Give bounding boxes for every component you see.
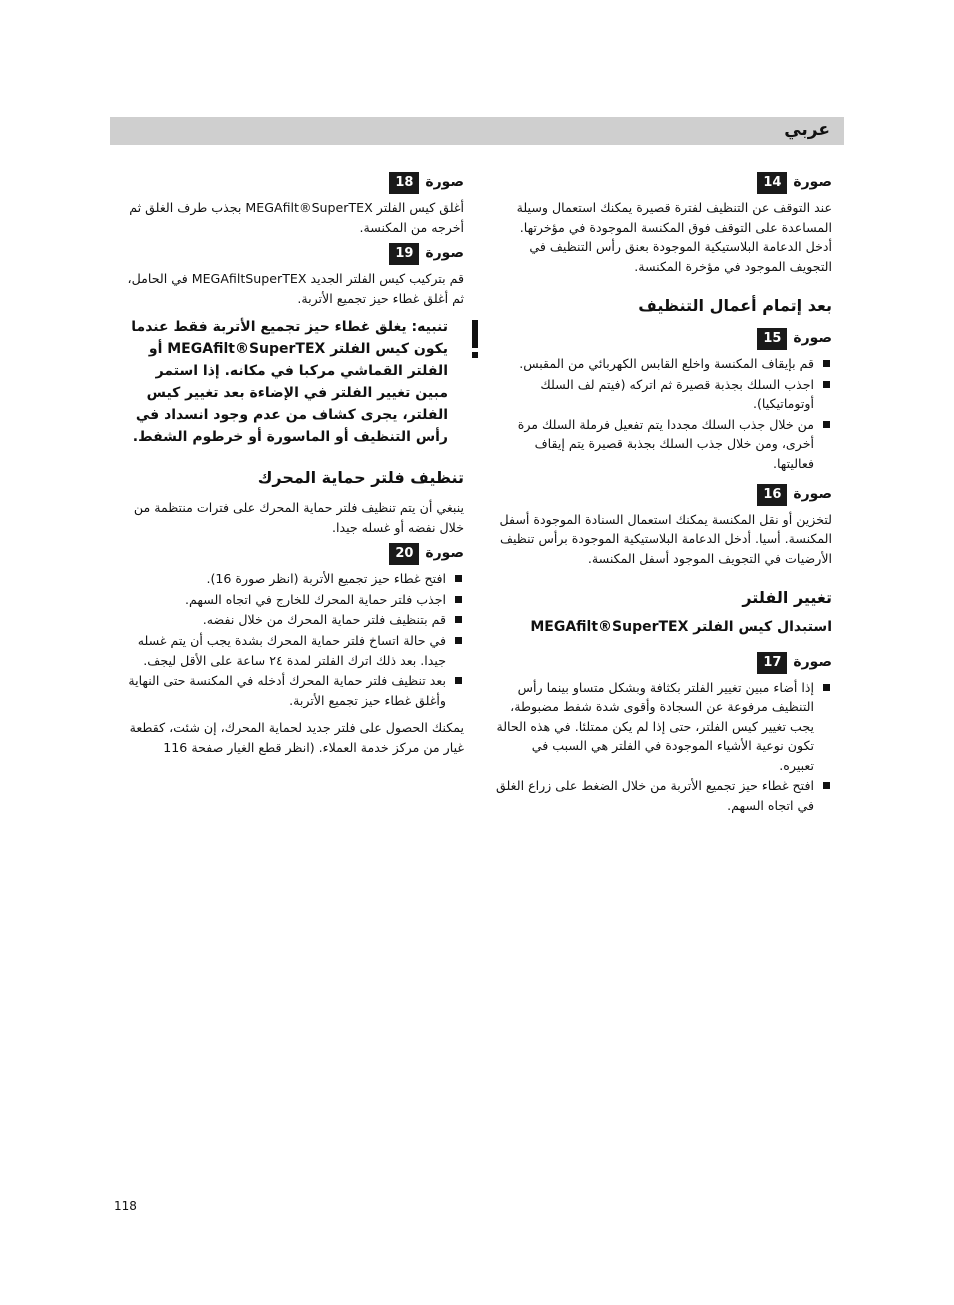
bullet-list-fig20 — [124, 569, 464, 710]
figure-label-18: صورة 18 — [124, 170, 464, 196]
figure-number-badge: 14 — [757, 172, 787, 194]
list-item: افتح غطاء حيز تجميع الأتربة من خلال الضغط على زراع الغلق في اتجاه السهم. — [496, 776, 832, 815]
figure-number-badge: 15 — [757, 328, 787, 350]
figure-label-14: صورة 14 — [496, 170, 832, 196]
list-item: بعد تنظيف فلتر حماية المحرك أدخله في المكنسة حتى النهاية وأغلق غطاء حيز تجميع الأتربة. — [124, 671, 464, 710]
figure-label-20: صورة 20 — [124, 541, 464, 567]
paragraph-motor-filter: ينبغي أن يتم تنظيف فلتر حماية المحرك على فترات منتظمة من خلال نفضه أو غسله جيدا. — [133, 499, 464, 535]
heading-change-filter: تغيير الفلتر — [742, 588, 832, 608]
list-item: في حالة اتساخ فلتر حماية المحرك بشدة يجب أن يتم غسله جيدا. بعد ذلك اترك الفلتر لمدة ٢٤ ساعة على الأقل ليجف. — [124, 631, 464, 670]
bullet-list-fig17 — [496, 678, 832, 816]
figure-number-badge: 17 — [757, 652, 787, 674]
figure-number-badge: 18 — [389, 172, 419, 194]
subheading-replace-bag: استبدال كيس الفلتر MEGAfilt®SuperTEX — [530, 618, 832, 635]
warning-block — [124, 316, 464, 448]
heading-after-cleaning: بعد إتمام أعمال التنظيف — [638, 296, 832, 316]
figure-label-15: صورة 15 — [496, 326, 832, 352]
right-column — [496, 168, 832, 824]
list-item: قم بتنظيف فلتر حماية المحرك من خلال نفضه. — [124, 610, 464, 630]
list-item: اجذب فلتر حماية المحرك للخارج في اتجاه السهم. — [124, 590, 464, 610]
figure-label-17: صورة 17 — [496, 650, 832, 676]
list-item: قم بإيقاف المكنسة واخلع القابس الكهربائي من المقبس. — [496, 354, 832, 374]
figure-number-badge: 20 — [389, 543, 419, 565]
figure-number-badge: 16 — [757, 484, 787, 506]
page-number: 118 — [114, 1199, 137, 1213]
exclamation-icon — [470, 320, 478, 358]
paragraph-fig16: لتخزين أو نقل المكنسة يمكنك استعمال السنادة الموجودة أسفل المكنسة. أسيا. أدخل الدعامة البلاستيكية الموجودة برأس تنظيف الأرضيات في التجويف الموجود أسفل المكنسة. — [499, 511, 832, 566]
list-item: اجذب السلك بجذبة قصيرة ثم اتركه (فيتم لف السلك أوتوماتيكيا). — [496, 375, 832, 414]
list-item: افتح غطاء حيز تجميع الأتربة (انظر صورة 16). — [124, 569, 464, 589]
language-label: عربي — [784, 120, 830, 140]
paragraph-fig18: أغلق كيس الفلتر MEGAfilt®SuperTEX بجذب طرف الغلق ثم أخرجه من المكنسة. — [129, 200, 464, 235]
left-column — [124, 168, 464, 762]
figure-label-16: صورة 16 — [496, 482, 832, 508]
figure-label-19: صورة 19 — [124, 241, 464, 267]
list-item: إذا أضاء مبين تغيير الفلتر بكثافة وبشكل متساو بينما رأس التنظيف مرفوعة عن السجادة وأقوى شدة شفط مضبوطة، يجب تغيير كيس الفلتر، حتى إذا لم يكن ممتلئا. في هذه الحالة تكون نوعية الأشياء الموجودة في الفلتر هي السبب في تعبيره. — [496, 678, 832, 776]
list-item: من خلال جذب السلك مجددا يتم تفعيل فرملة السلك مرة أخرى، ومن خلال جذب السلك بجذبة قصيرة يتم إيقاف فعاليتها. — [496, 415, 832, 474]
paragraph-spare-parts: يمكنك الحصول على فلتر جديد لحماية المحرك، إن شئت، كقطعة غيار من مركز خدمة العملاء. (انظر قطع الغيار صفحة 116 — [129, 720, 464, 755]
warning-text: تنبيه: يغلق غطاء حيز تجميع الأتربة فقط عندما يكون كيس الفلتر MEGAfilt®SuperTEX أو الفلتر القماشي مركبا في مكانه. إذا استمر مبين تغيير الفلتر في الإضاءة بعد تغيير كيس الفلتر، يجرى كشاف من عدم وجود انسداد في رأس التنظيف أو الماسورة أو خرطوم الشفط. — [131, 319, 448, 446]
header-bar — [110, 117, 844, 145]
bullet-list-fig15 — [496, 354, 832, 474]
figure-number-badge: 19 — [389, 243, 419, 265]
paragraph-fig19: قم بتركيب كيس الفلتر الجديد MEGAfiltSuperTEX في الحامل، ثم أغلق غطاء حيز تجميع الأتربة. — [127, 271, 464, 306]
heading-motor-filter: تنظيف فلتر حماية المحرك — [257, 468, 464, 488]
paragraph-fig14: عند التوقف عن التنظيف لفترة قصيرة يمكنك استعمال وسيلة المساعدة على التوقف فوق المكنسة الموجودة في مؤخرتها. أدخل الدعامة البلاستيكية الموجودة بعنق رأس التنظيف في التجويف الموجود في مؤخرة المكنسة. — [516, 200, 832, 274]
